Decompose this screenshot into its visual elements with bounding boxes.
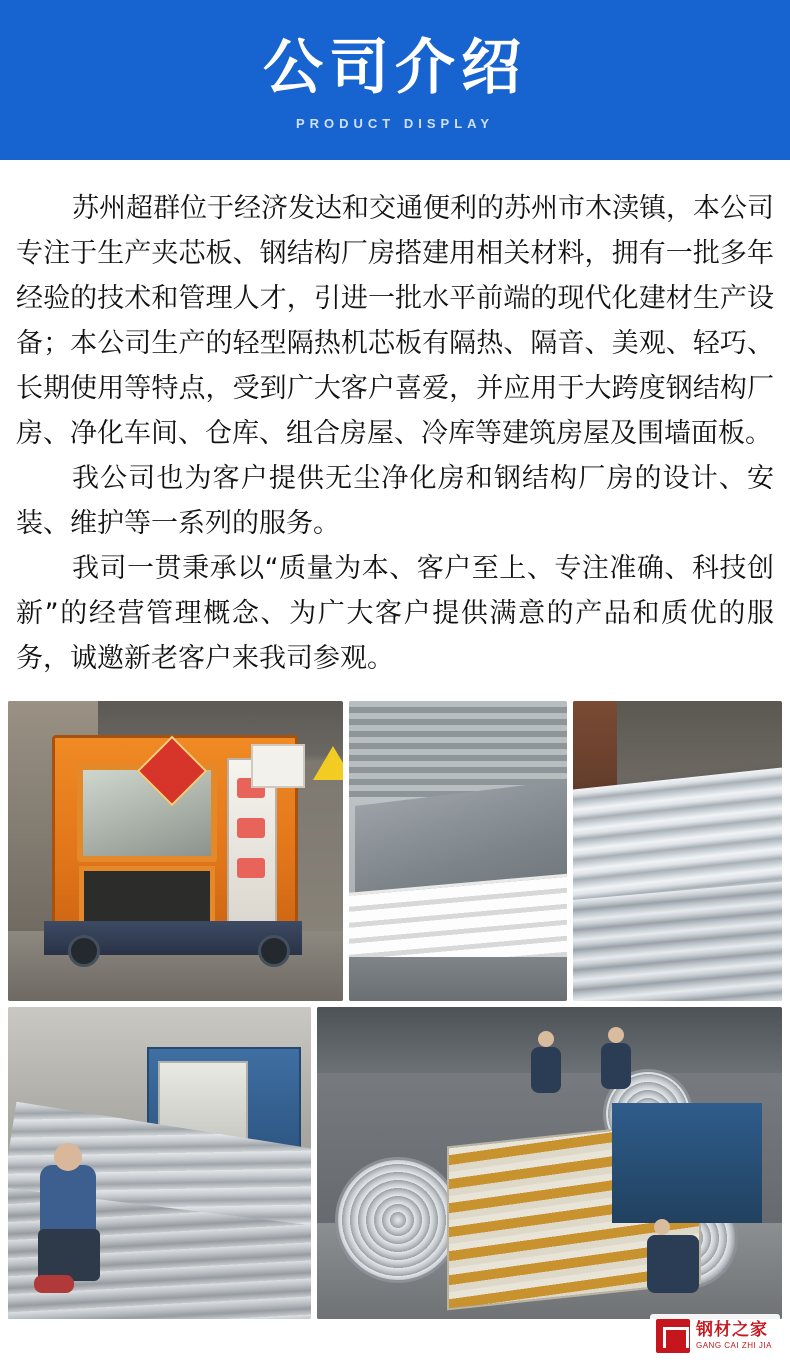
- header-banner: [0, 0, 790, 160]
- floor-shape: [349, 957, 567, 1001]
- worker-head-shape: [538, 1031, 554, 1047]
- paragraph-3: 我司一贯秉承以“质量为本、客户至上、专注准确、科技创新”的经营管理概念、为广大客户提供满意的产品和质优的服务，诚邀新老客户来我司参观。: [16, 553, 774, 674]
- photo-corrugated-galvanized-sheets: [573, 701, 782, 1001]
- worker-figure-shape: [531, 1047, 561, 1093]
- photo-gallery: [0, 701, 790, 1319]
- worker-legs-shape: [38, 1229, 100, 1281]
- steel-coil-shape: [335, 1157, 461, 1283]
- corrugated-sheet-stack-lower-shape: [573, 881, 782, 1001]
- roller-shutter-shape: [349, 701, 567, 797]
- page-title: 公司介绍: [263, 33, 527, 103]
- machine-label-shape: [251, 744, 305, 788]
- machine-wheel-shape: [68, 935, 100, 967]
- worker-head-shape: [608, 1027, 624, 1043]
- photo-factory-coils-and-panels: [317, 1007, 782, 1319]
- worker-figure-shape: [647, 1235, 699, 1293]
- photo-stacked-white-sandwich-panels: [349, 701, 567, 1001]
- paragraph-2: 我公司也为客户提供无尘净化房和钢结构厂房的设计、安装、维护等一系列的服务。: [16, 463, 774, 539]
- worker-shoe-shape: [34, 1275, 74, 1293]
- photo-worker-with-ridge-sheets: [8, 1007, 311, 1319]
- page-subtitle: PRODUCT DISPLAY: [295, 116, 495, 131]
- paragraph-1: 苏州超群位于经济发达和交通便利的苏州市木渎镇，本公司专注于生产夹芯板、钢结构厂房搭建用相关材料，拥有一批多年经验的技术和管理人才，引进一批水平前端的现代化建材生产设备；本公司生产的轻型隔热机芯板有隔热、隔音、美观、轻巧、长期使用等特点，受到广大客户喜爱，并应用于大跨度钢结构厂房、净化车间、仓库、组合房屋、冷库等建筑房屋及围墙面板。: [16, 193, 774, 449]
- house-logo-icon: [656, 1319, 690, 1353]
- watermark-subtitle: GANG CAI ZHI JIA: [695, 1341, 772, 1350]
- worker-figure-shape: [601, 1043, 631, 1089]
- control-light-shape: [237, 818, 265, 838]
- watermark-text: [696, 1322, 772, 1350]
- gallery-row-2: [8, 1007, 782, 1319]
- warning-triangle-icon: [313, 746, 343, 780]
- gallery-row-1: [8, 701, 782, 1001]
- photo-orange-press-machine: [8, 701, 343, 1001]
- worker-head-shape: [54, 1143, 82, 1171]
- watermark-logo: [650, 1314, 780, 1357]
- company-introduction-text: [0, 160, 790, 687]
- machine-wheel-shape: [258, 935, 290, 967]
- worker-torso-shape: [40, 1165, 96, 1235]
- control-light-shape: [237, 858, 265, 878]
- worker-head-shape: [654, 1219, 670, 1235]
- blue-production-machine-shape: [612, 1103, 762, 1223]
- watermark-title: 钢材之家: [695, 1320, 768, 1340]
